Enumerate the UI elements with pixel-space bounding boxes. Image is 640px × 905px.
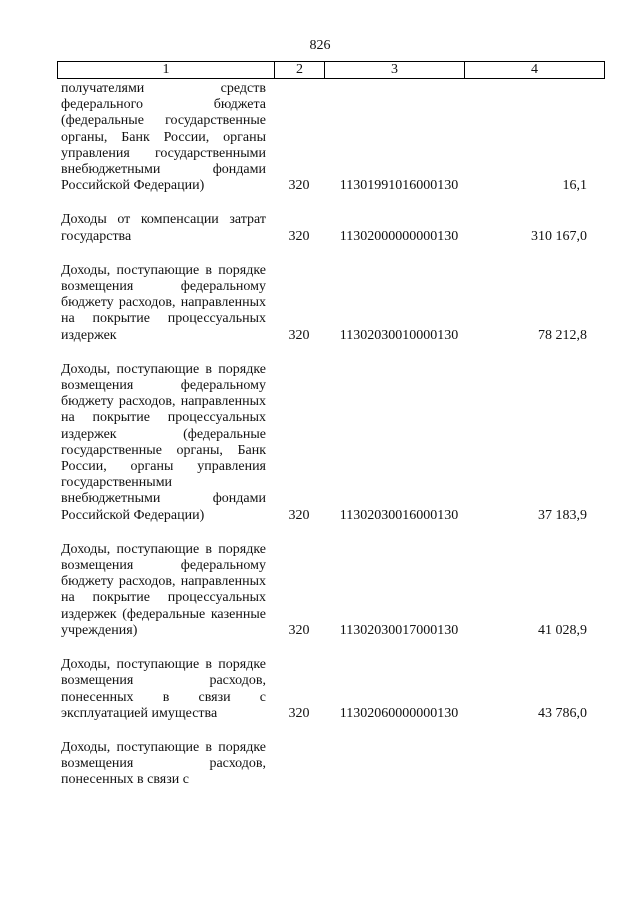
table-row <box>57 212 603 244</box>
row-description: получателями средств федерального бюджета (федеральные государственные органы, Банк России, органы управления государственными внебюджетными фондами Российской Федерации) <box>61 81 266 194</box>
table-body <box>57 81 603 807</box>
row-kbk: 11301991016000130 <box>339 178 459 194</box>
column-header-3: 3 <box>325 62 465 78</box>
row-code: 320 <box>288 705 310 721</box>
row-amount: 37 183,9 <box>538 507 587 523</box>
row-description: Доходы, поступающие в порядке возмещения федеральному бюджету расходов, направленных на покрытие процессуальных издержек (федеральные казенные учреждения) <box>61 541 266 638</box>
column-header-1: 1 <box>58 62 275 78</box>
row-amount: 43 786,0 <box>538 705 587 721</box>
table-row <box>57 542 603 639</box>
table-row <box>57 263 603 344</box>
row-code: 320 <box>288 228 310 244</box>
row-code: 320 <box>288 507 310 523</box>
column-header-4: 4 <box>531 62 538 77</box>
row-amount: 78 212,8 <box>538 327 587 343</box>
row-code: 320 <box>288 178 310 194</box>
column-header-2: 2 <box>275 62 325 78</box>
row-kbk: 11302030010000130 <box>339 327 459 343</box>
table-row <box>57 657 603 722</box>
row-kbk: 11302000000000130 <box>339 228 459 244</box>
row-amount: 310 167,0 <box>531 228 587 244</box>
row-amount: 16,1 <box>562 178 587 194</box>
row-amount: 41 028,9 <box>538 622 587 638</box>
page-number: 826 <box>309 38 331 53</box>
row-kbk: 11302030017000130 <box>339 622 459 638</box>
row-kbk: 11302030016000130 <box>339 507 459 523</box>
table-header <box>57 61 605 79</box>
table-row <box>57 362 603 524</box>
row-code: 320 <box>288 327 310 343</box>
row-description: Доходы, поступающие в порядке возмещения расходов, понесенных в связи с эксплуатацией имущества <box>61 657 266 721</box>
row-description: Доходы от компенсации затрат государства <box>61 212 266 244</box>
row-description: Доходы, поступающие в порядке возмещения федеральному бюджету расходов, направленных на покрытие процессуальных издержек (федеральные государственные органы, Банк России, органы управления государственными внебюджетными фондами Российской Федерации) <box>61 361 266 523</box>
row-code: 320 <box>288 622 310 638</box>
row-description: Доходы, поступающие в порядке возмещения расходов, понесенных в связи с <box>61 739 266 788</box>
row-description: Доходы, поступающие в порядке возмещения федеральному бюджету расходов, направленных на покрытие процессуальных издержек <box>61 262 266 343</box>
table-row <box>57 81 603 194</box>
row-kbk: 11302060000000130 <box>339 705 459 721</box>
table-row <box>57 740 603 789</box>
